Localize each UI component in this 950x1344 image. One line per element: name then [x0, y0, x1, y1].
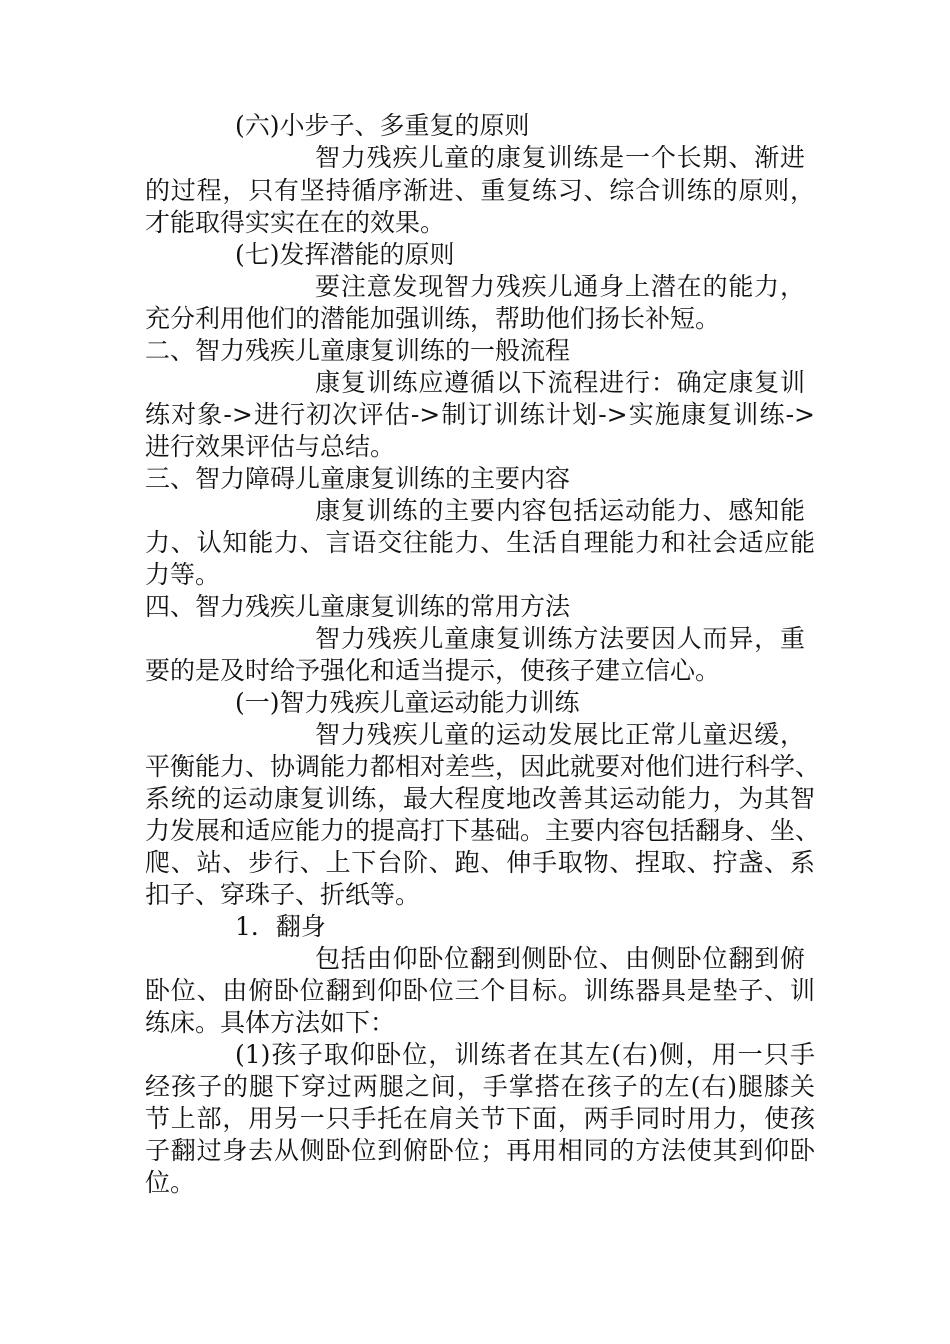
section-heading: (七)发挥潜能的原则: [235, 240, 455, 269]
section-heading: (一)智力残疾儿童运动能力训练: [235, 688, 580, 717]
paragraph-line: (1)孩子取仰卧位，训练者在其左(右)侧，用一只手: [235, 1040, 815, 1069]
paragraph-line: 康复训练应遵循以下流程进行：确定康复训: [315, 368, 805, 397]
paragraph-line: 包括由仰卧位翻到侧卧位、由侧卧位翻到俯: [315, 944, 805, 973]
subsection-heading: 1．翻身: [235, 912, 326, 941]
paragraph-line: 系统的运动康复训练，最大程度地改善其运动能力，为其智: [145, 784, 815, 813]
paragraph-line: 爬、站、步行、上下台阶、跑、伸手取物、捏取、拧盏、系: [145, 848, 815, 877]
paragraph-line: 经孩子的腿下穿过两腿之间，手掌搭在孩子的左(右)腿膝关: [145, 1072, 815, 1101]
paragraph-line: 子翻过身去从侧卧位到俯卧位；再用相同的方法使其到仰卧: [145, 1136, 815, 1165]
chapter-heading: 二、智力残疾儿童康复训练的一般流程: [145, 336, 571, 365]
paragraph-line: 智力残疾儿童的康复训练是一个长期、渐进: [315, 143, 805, 172]
paragraph-line: 要的是及时给予强化和适当提示，使孩子建立信心。: [145, 656, 721, 685]
paragraph-line: 练床。具体方法如下：: [145, 1008, 396, 1037]
paragraph-line: 力、认知能力、言语交往能力、生活自理能力和社会适应能: [145, 528, 815, 557]
paragraph-line: 要注意发现智力残疾儿通身上潜在的能力，: [315, 272, 805, 301]
paragraph-line: 智力残疾儿童的运动发展比正常儿童迟缓，: [315, 720, 805, 749]
chapter-heading: 四、智力残疾儿童康复训练的常用方法: [145, 592, 571, 621]
paragraph-line: 智力残疾儿童康复训练方法要因人而异，重: [315, 624, 805, 653]
paragraph-line: 充分利用他们的潜能加强训练，帮助他们扬长补短。: [145, 304, 721, 333]
paragraph-line: 进行效果评估与总结。: [145, 432, 396, 461]
paragraph-line: 平衡能力、协调能力都相对差些，因此就要对他们进行科学、: [145, 752, 821, 781]
section-heading: (六)小步子、多重复的原则: [235, 111, 530, 140]
paragraph-line: 节上部，用另一只手托在肩关节下面，两手同时用力，使孩: [145, 1104, 815, 1133]
paragraph-line: 扣子、穿珠子、折纸等。: [145, 880, 421, 909]
paragraph-line: 的过程，只有坚持循序渐进、重复练习、综合训练的原则，: [145, 176, 815, 205]
paragraph-line: 练对象->进行初次评估->制订训练计划->实施康复训练->: [145, 400, 815, 429]
paragraph-line: 力发展和适应能力的提高打下基础。主要内容包括翻身、坐、: [145, 816, 821, 845]
chapter-heading: 三、智力障碍儿童康复训练的主要内容: [145, 464, 571, 493]
paragraph-line: 康复训练的主要内容包括运动能力、感知能: [315, 496, 805, 525]
paragraph-line: 才能取得实实在在的效果。: [145, 208, 446, 237]
paragraph-line: 力等。: [145, 560, 221, 589]
paragraph-line: 卧位、由俯卧位翻到仰卧位三个目标。训练器具是垫子、训: [145, 976, 815, 1005]
paragraph-line: 位。: [145, 1168, 196, 1197]
